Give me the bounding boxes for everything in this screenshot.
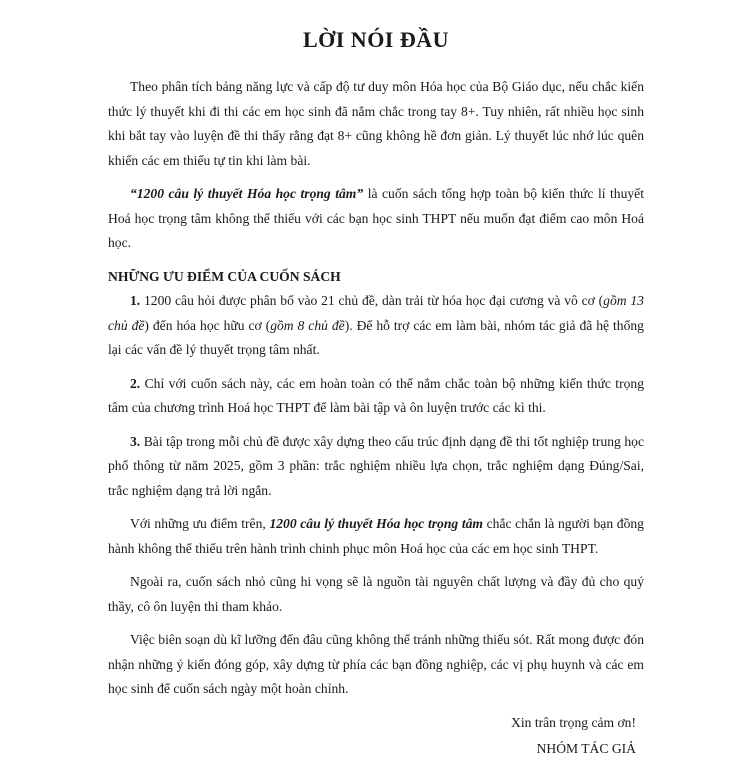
item-italic: gồm 8 chủ đề [270,317,345,333]
book-title: 1200 câu lý thuyết Hóa học trọng tâm [269,516,483,531]
advantage-item-1 [108,289,644,363]
intro-paragraph-1: Theo phân tích bảng năng lực và cấp độ tư duy môn Hóa học của Bộ Giáo dục, nếu chắc kiến thức lý thuyết khi đi thi các em học sinh đã nắm chắc trong tay 8+. Tuy nhiên, rất nhiều học sinh khi bắt tay vào luyện đề thi thấy rằng đạt 8+ cũng không hề đơn giản. Lý thuyết lúc nhớ lúc quên khiến các em thiếu tự tin khi làm bài. [108,79,644,168]
item-number: 3. [130,433,141,449]
conclusion-paragraph-1 [108,512,644,561]
page-title: LỜI NÓI ĐẦU [302,27,450,52]
intro-paragraph-2 [108,182,644,256]
closing-thanks: Xin trân trọng cảm ơn! [511,714,636,730]
item-text: ). Để hỗ trợ các em làm bài, nhóm tác giả đã hệ thống lại các vấn đề lý thuyết trọng tâm nhất. [108,317,644,357]
item-text: 1200 câu hỏi được phân bố vào 21 chủ đề, dàn trải từ hóa học đại cương và vô cơ ( [140,293,604,308]
item-text: Chỉ với cuốn sách này, các em hoàn toàn có thể nắm chắc toàn bộ những kiến thức trọng tâm của chương trình Hoá học THPT để làm bài tập và ôn luyện trước các kì thi. [108,375,644,415]
advantage-item-2 [108,372,644,421]
item-italic: gồm 13 chủ đề [108,293,644,333]
item-number: 2. [130,375,141,391]
conclusion-paragraph-2: Ngoài ra, cuốn sách nhỏ cũng hi vọng sẽ là nguồn tài nguyên chất lượng và đầy đủ cho quý thầy, cô ôn luyện thi tham khảo. [108,574,644,614]
conclusion-text: Với những ưu điểm trên, [130,516,270,531]
author-signature: NHÓM TÁC GIẢ [536,741,636,756]
conclusion-paragraph-3: Việc biên soạn dù kĩ lưỡng đến đâu cũng không thể tránh những thiếu sót. Rất mong được đón nhận những ý kiến đóng góp, xây dựng từ phía các bạn đồng nghiệp, các vị phụ huynh và các em học sinh để cuốn sách ngày một hoàn chỉnh. [108,632,644,696]
book-title: “1200 câu lý thuyết Hóa học trọng tâm” [130,186,364,201]
item-text: Bài tập trong mỗi chủ đề được xây dựng theo cấu trúc định dạng đề thi tốt nghiệp trung học phổ thông từ năm 2025, gồm 3 phần: trắc nghiệm nhiều lựa chọn, trắc nghiệm dạng Đúng/Sai, trắc nghiệm dạng trả lời ngắn. [108,433,644,498]
preface-page [108,26,644,762]
item-number: 1. [130,293,141,308]
advantages-heading: NHỮNG ƯU ĐIỂM CỦA CUỐN SÁCH [108,268,341,284]
intro-paragraph-2-text: là cuốn sách tổng hợp toàn bộ kiến thức lí thuyết Hoá học trọng tâm không thể thiếu với các bạn học sinh THPT nếu muốn đạt điểm cao môn Hoá học. [108,186,644,250]
item-text: ) đến hóa học hữu cơ ( [144,317,271,333]
conclusion-text: chắc chắn là người bạn đồng hành không thể thiếu trên hành trình chinh phục môn Hoá học của các em học sinh THPT. [108,516,644,556]
advantage-item-3 [108,430,644,504]
